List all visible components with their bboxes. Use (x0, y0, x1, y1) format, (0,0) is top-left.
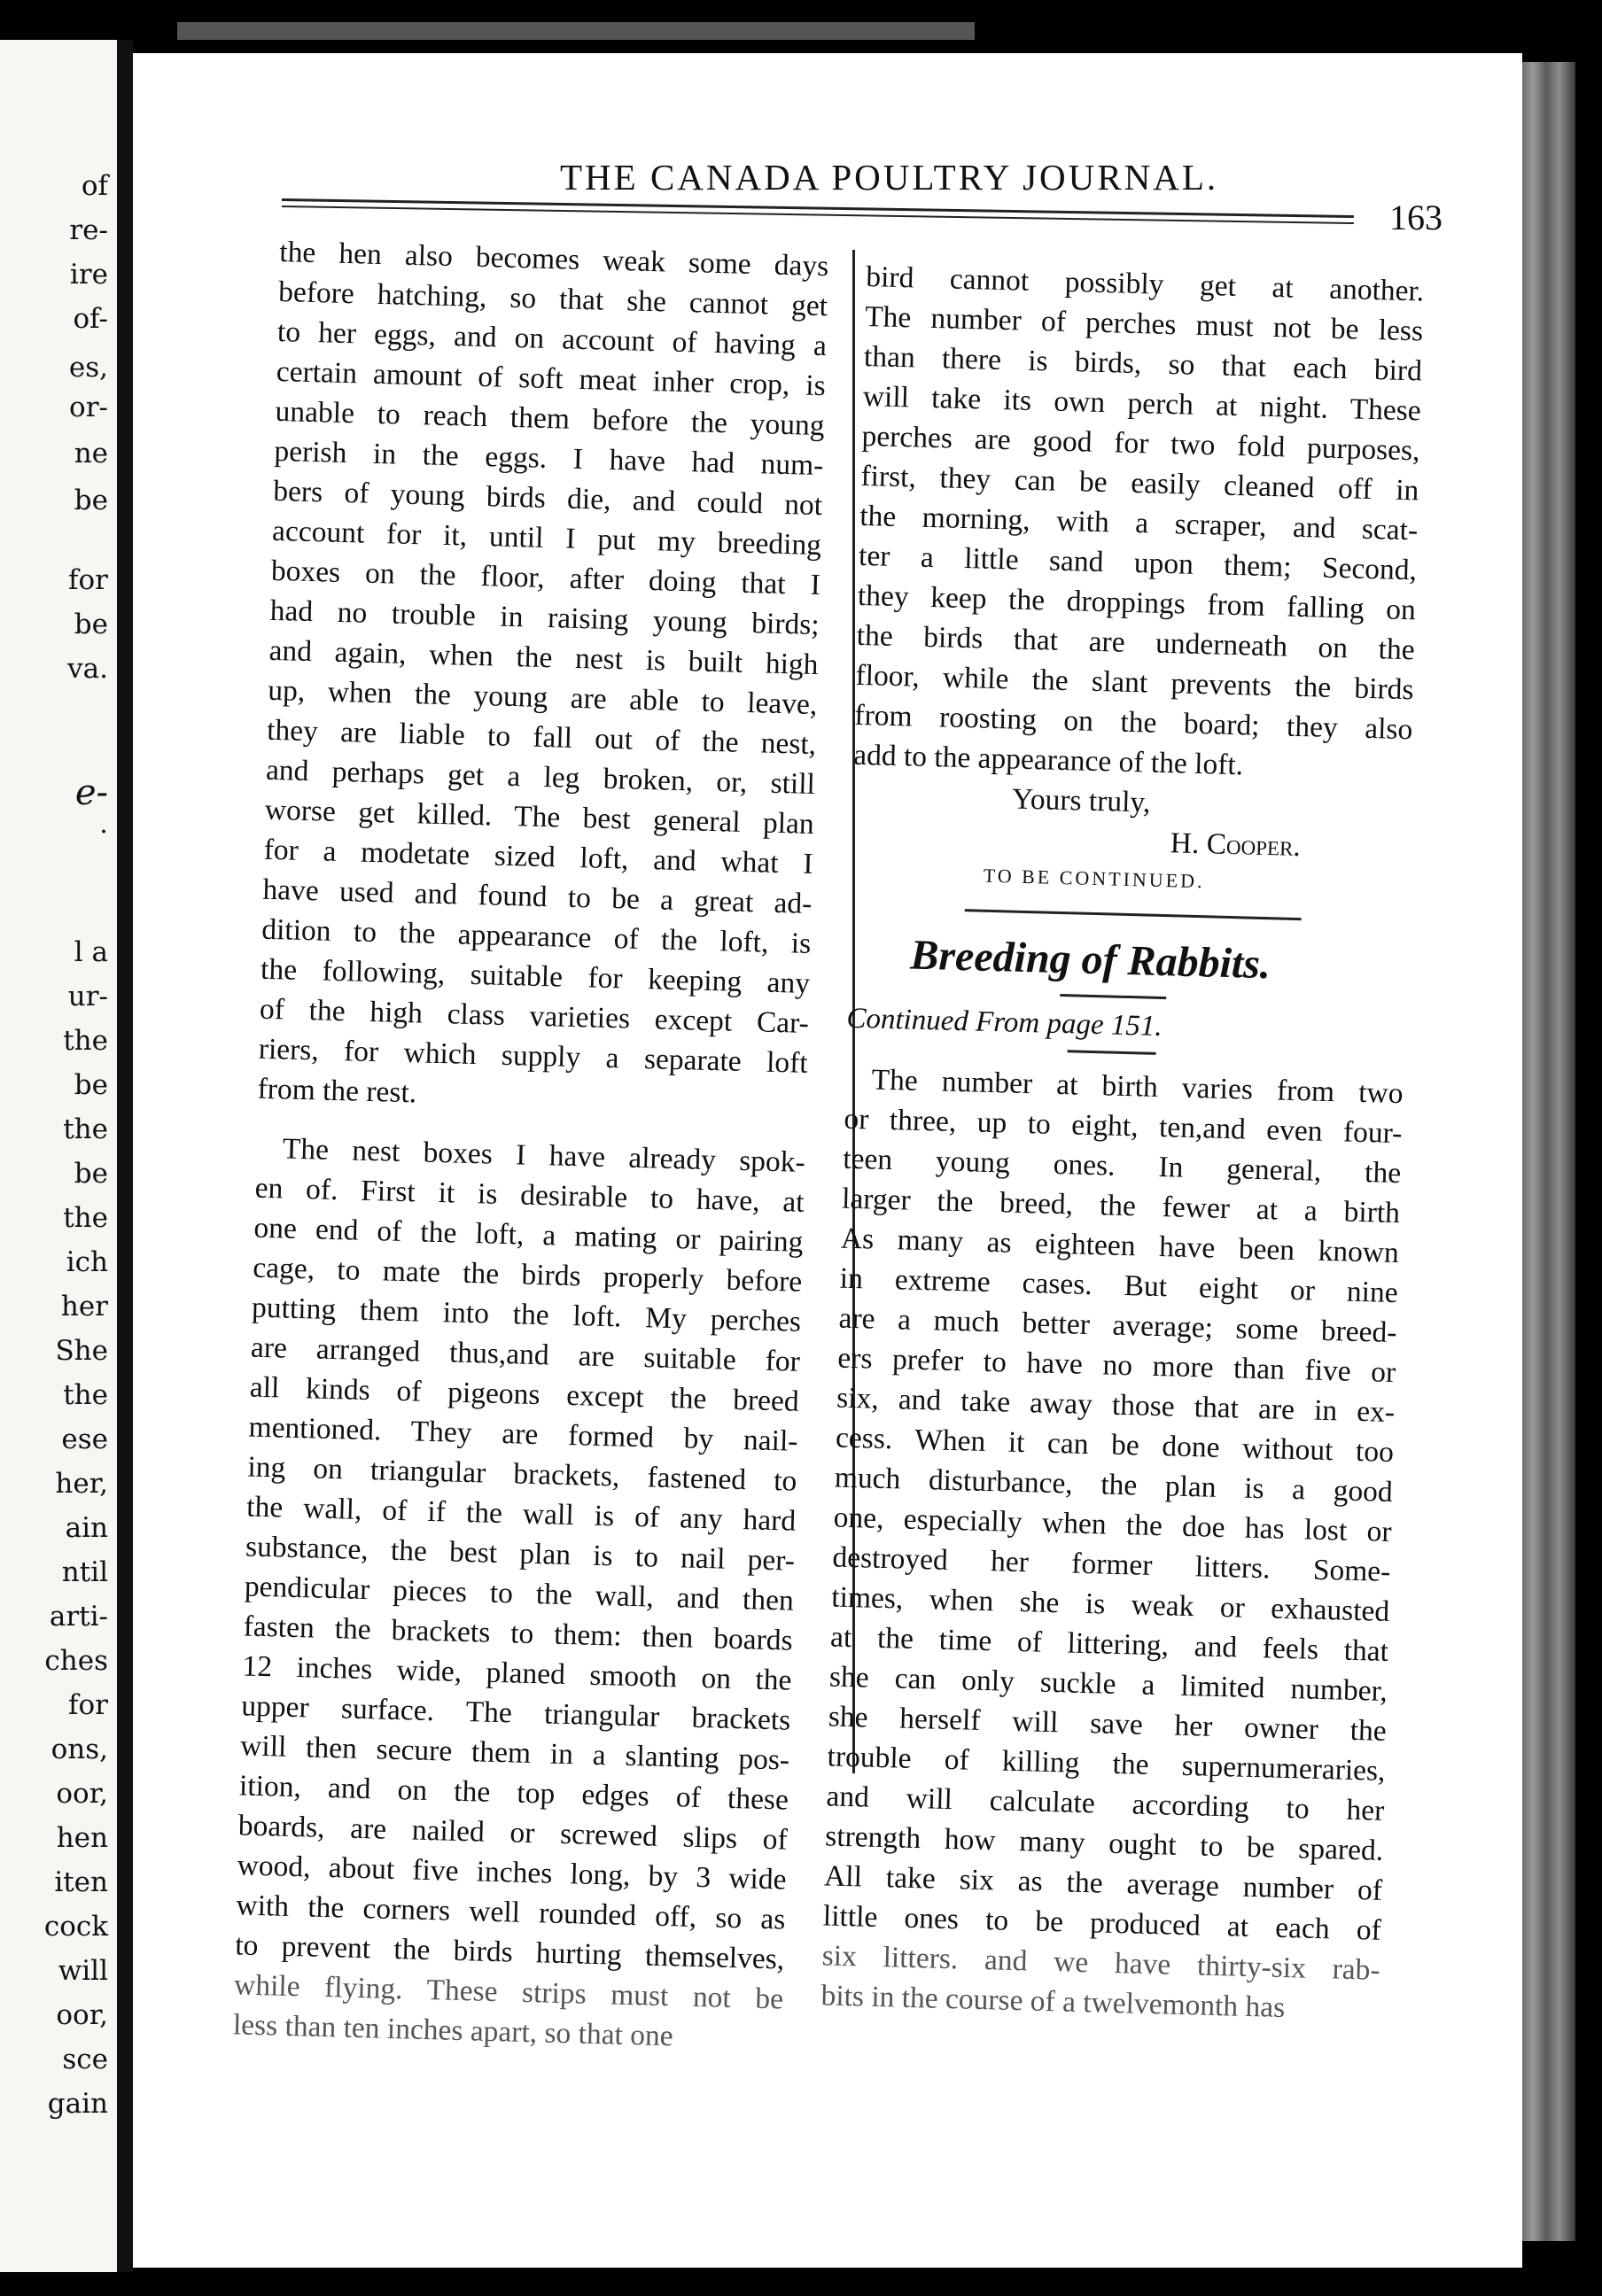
left-column (232, 232, 828, 2059)
text-line: are a much better average; some breed- (838, 1301, 1397, 1350)
text-line: the morning, with a scraper, and scat- (859, 499, 1419, 547)
prev-page-text-fragment: gain (47, 2088, 108, 2120)
prev-page-text-fragment: or- (69, 392, 108, 423)
text-line: they are liable to fall out of the nest, (266, 713, 817, 762)
left-paragraph-2 (232, 1129, 805, 2059)
text-line: cess. When it can be done without too (835, 1421, 1395, 1470)
prev-page-text-fragment: ntil (61, 1556, 108, 1588)
text-line: boards, are nailed or screwed slips of (237, 1809, 789, 1857)
prev-page-text-fragment: va. (67, 653, 108, 685)
text-line: boxes on the floor, after doing that I (270, 554, 821, 602)
text-line: cage, to mate the birds properly before (252, 1251, 803, 1299)
prev-page-text-fragment: ire (69, 259, 108, 291)
to-be-continued-note: TO BE CONTINUED. (983, 864, 1205, 893)
title-rule (1060, 994, 1166, 999)
prev-page-text-fragment: ich (66, 1246, 108, 1278)
text-line: certain amount of soft meat inher crop, is (276, 354, 827, 403)
text-line: than there is birds, so that each bird (863, 339, 1423, 388)
text-line: bird cannot possibly get at another. (865, 260, 1425, 308)
prev-page-text-fragment: l a (74, 936, 108, 968)
text-line: at the time of littering, and feels that (829, 1620, 1389, 1668)
text-line: larger the breed, the fewer at a birth (841, 1182, 1401, 1230)
text-line: one, especially when the doe has lost or (833, 1501, 1393, 1548)
right-paragraph-2 (820, 1059, 1404, 2030)
text-line: from roosting on the board; they also (853, 698, 1413, 747)
text-line: ition, and on the top edges of these (238, 1769, 789, 1817)
text-line: to her eggs, and on account of having a (276, 314, 828, 363)
prev-page-text-fragment: hen (56, 1822, 108, 1854)
page-number: 163 (1389, 198, 1443, 237)
left-paragraph-1 (257, 232, 829, 1123)
text-line: less than ten inches apart, so that one (232, 2008, 674, 2053)
prev-page-text-fragment: ain (65, 1512, 108, 1544)
text-line: the hen also becomes weak some days (278, 235, 829, 283)
prev-page-text-fragment: ches (44, 1645, 108, 1677)
text-line: putting them into the loft. My perches (251, 1291, 802, 1338)
article-title: Breeding of Rabbits. (909, 931, 1271, 989)
text-line: fasten the brackets to them: then boards (243, 1610, 794, 1657)
prev-page-text-fragment: of (81, 170, 108, 202)
page-stack-edge (1522, 62, 1575, 2241)
text-line: six litters. and we have thirty-six rab- (821, 1939, 1381, 1987)
prev-page-text-fragment: ons, (51, 1734, 108, 1765)
prev-page-text-fragment: sce (62, 2044, 108, 2075)
text-line: little ones to be produced at each of (822, 1899, 1382, 1947)
text-line: for a modetate sized loft, and what I (263, 833, 814, 880)
text-line: she herself will save her owner the (828, 1700, 1388, 1748)
page-gutter (117, 40, 133, 2272)
prev-page-text-fragment: the (63, 1202, 108, 1234)
text-line: they keep the droppings from falling on (857, 578, 1417, 627)
subtitle-rule (1068, 1050, 1156, 1055)
right-column (820, 257, 1425, 2030)
text-line: first, they can be easily cleaned off in (860, 459, 1419, 508)
prev-page-text-fragment: the (63, 1025, 108, 1057)
text-line: are arranged thus,and are suitable for (250, 1330, 801, 1378)
text-line: ing on triangular brackets, fastened to (247, 1450, 797, 1498)
text-line: The nest boxes I have already spok- (282, 1132, 806, 1179)
text-line: had no trouble in raising young birds; (269, 593, 820, 642)
prev-page-text-fragment: re- (69, 214, 108, 246)
text-line: from the rest. (257, 1072, 417, 1110)
text-line: mentioned. They are formed by nail- (248, 1410, 798, 1458)
book-binding-top (177, 22, 975, 40)
text-line: destroyed her former litters. Some- (832, 1540, 1391, 1588)
text-line: will then secure them in a slanting pos- (239, 1729, 790, 1777)
text-line: the following, suitable for keeping any (260, 952, 811, 1000)
text-line: perches are good for two fold purposes, (861, 419, 1420, 468)
text-line: 12 inches wide, planed smooth on the (242, 1649, 792, 1697)
section-rule (965, 909, 1302, 920)
text-line: dition to the appearance of the loft, is (261, 912, 812, 960)
text-line: ers prefer to have no more than five or (836, 1341, 1396, 1390)
text-line: bers of young birds die, and could not (272, 474, 823, 523)
prev-page-text-fragment: her, (55, 1468, 108, 1500)
text-line: wood, about five inches long, by 3 wide (237, 1849, 787, 1897)
text-line: one end of the loft, a mating or pairing (253, 1211, 804, 1259)
text-line: have used and found to be a great ad- (262, 873, 813, 920)
text-line: The number of perches must not be less (864, 299, 1424, 348)
prev-page-text-fragment: the (63, 1113, 108, 1145)
text-line: As many as eighteen have been known (840, 1222, 1400, 1270)
text-line: The number at birth varies from two (871, 1063, 1404, 1111)
prev-page-text-fragment: iten (54, 1866, 108, 1898)
text-line: and again, when the nest is built high (268, 633, 819, 682)
prev-page-text-fragment: will (58, 1955, 108, 1987)
text-line: she can only suckle a limited number, (828, 1660, 1388, 1708)
letter-closing: Yours truly, (1011, 782, 1151, 819)
text-line: up, when the young are able to leave, (267, 673, 818, 722)
text-line: bits in the course of a twelvemonth has (820, 1979, 1286, 2025)
text-line: will take its own perch at night. These (862, 379, 1422, 428)
journal-header-title: THE CANADA POULTRY JOURNAL. (560, 157, 1219, 198)
text-line: the wall, of if the wall is of any hard (245, 1490, 797, 1538)
prev-page-text-fragment: be (74, 485, 108, 516)
text-line: ter a little sand upon them; Second, (858, 539, 1418, 587)
text-line: unable to reach them before the young (275, 394, 825, 443)
prev-page-text-fragment: . (99, 808, 108, 840)
prev-page-text-fragment: cock (43, 1911, 108, 1943)
text-line: before hatching, so that she cannot get (277, 275, 828, 323)
prev-page-text-fragment: for (68, 564, 108, 596)
prev-page-text-fragment: of- (73, 303, 108, 335)
prev-page-text-fragment: e- (74, 772, 108, 813)
text-line: pendicular pieces to the wall, and then (244, 1570, 795, 1617)
prev-page-text-fragment: oor, (56, 1778, 108, 1810)
prev-page-text-fragment: the (63, 1379, 108, 1411)
prev-page-text-fragment: arti- (49, 1601, 108, 1633)
text-line: upper surface. The triangular brackets (240, 1689, 791, 1737)
text-line: riers, for which supply a separate loft (258, 1032, 809, 1080)
text-line: and perhaps get a leg broken, or, still (265, 753, 816, 802)
prev-page-text-fragment: She (55, 1335, 108, 1367)
prev-page-text-fragment: ese (61, 1423, 108, 1455)
text-line: worse get killed. The best general plan (264, 793, 815, 841)
text-line: six, and take away those that are in ex- (836, 1381, 1396, 1430)
text-line: account for it, until I put my breeding (271, 514, 822, 562)
letter-signature: H. Cooper. (1170, 826, 1302, 864)
prev-page-text-fragment: ne (74, 438, 108, 469)
prev-page-text-fragment: for (68, 1689, 108, 1721)
right-paragraph-1 (853, 257, 1425, 789)
text-line: to prevent the birds hurting themselves, (234, 1928, 785, 1976)
text-line: or three, up to eight, ten,and even four- (844, 1102, 1403, 1151)
text-line: perish in the eggs. I have had num- (274, 434, 824, 483)
text-line: while flying. These strips must not be (233, 1968, 784, 2016)
prev-page-text-fragment: be (74, 609, 108, 640)
text-line: strength how many ought to be spared. (824, 1819, 1384, 1867)
prev-page-text-fragment: ur- (67, 981, 108, 1012)
prev-page-text-fragment: be (74, 1158, 108, 1190)
text-line: times, when she is weak or exhausted (830, 1580, 1390, 1628)
text-line: substance, the best plan is to nail per- (245, 1530, 796, 1578)
prev-page-text-fragment: oor, (56, 1999, 108, 2031)
text-line: All take six as the average number of (823, 1859, 1383, 1907)
text-line: add to the appearance of the loft. (852, 738, 1244, 782)
prev-page-text-fragment: be (74, 1069, 108, 1101)
text-line: trouble of killing the supernumeraries, (827, 1740, 1386, 1788)
prev-page-text-fragment: her (60, 1291, 108, 1323)
text-line: floor, while the slant prevents the birds (855, 658, 1414, 707)
text-line: teen young ones. In general, the (842, 1142, 1402, 1191)
text-line: with the corners well rounded off, so as (236, 1889, 786, 1936)
prev-page-text-fragment: es, (68, 352, 108, 384)
text-line: and will calculate according to her (826, 1780, 1385, 1827)
previous-page-fragment (0, 40, 117, 2272)
text-line: the birds that are underneath on the (856, 618, 1416, 667)
text-line: all kinds of pigeons except the breed (249, 1370, 800, 1418)
text-line: much disturbance, the plan is a good (834, 1461, 1394, 1509)
text-line: en of. First it is desirable to have, at (254, 1171, 805, 1219)
text-line: of the high class varieties except Car- (259, 992, 810, 1040)
continued-from-note: Continued From page 151. (846, 1002, 1163, 1043)
text-line: in extreme cases. But eight or nine (839, 1261, 1399, 1310)
